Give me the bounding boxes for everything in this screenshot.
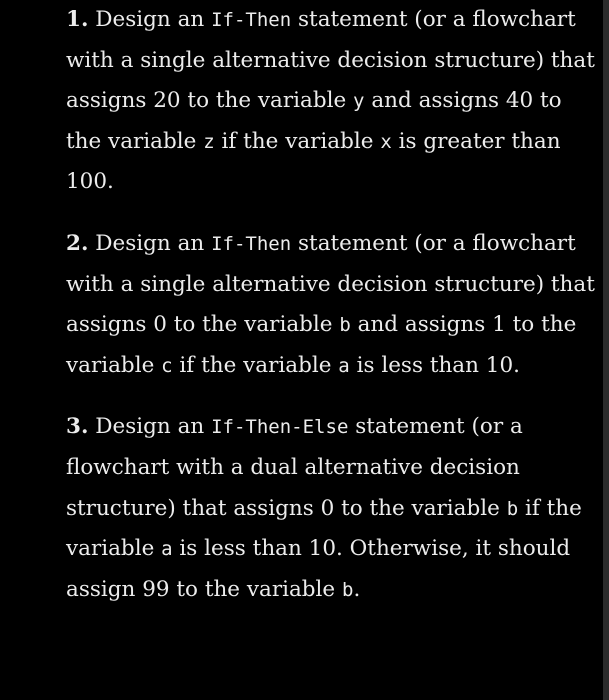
text-segment: Design an bbox=[88, 230, 212, 256]
text-segment: if the variable bbox=[172, 352, 339, 378]
text-segment: statement (or a flowchart with a dual alternative decision structure) that assigns 0 to the variable bbox=[66, 414, 523, 521]
question-number: 3. bbox=[66, 414, 89, 440]
code-variable: a bbox=[161, 538, 173, 561]
text-segment: statement (or a flowchart with a single alternative decision structure) that assigns 0 to the variable bbox=[66, 230, 595, 338]
code-variable: b bbox=[339, 314, 351, 337]
question-1 bbox=[66, 0, 596, 203]
text-segment: and assigns 1 to the variable bbox=[66, 312, 577, 378]
code-variable: y bbox=[353, 90, 365, 113]
question-3 bbox=[66, 407, 596, 610]
text-segment: is greater than 100. bbox=[66, 128, 561, 195]
code-variable: b bbox=[342, 578, 354, 601]
code-keyword: If-Then bbox=[211, 232, 292, 255]
text-segment: if the variable bbox=[214, 128, 381, 154]
question-number: 1. bbox=[66, 7, 89, 32]
question-list bbox=[66, 0, 596, 610]
text-segment: is less than 10. Otherwise, it should assign 99 to the variable bbox=[66, 536, 571, 602]
question-2 bbox=[66, 224, 596, 386]
code-variable: z bbox=[203, 130, 215, 153]
code-variable: x bbox=[380, 130, 392, 153]
code-variable: c bbox=[161, 354, 173, 377]
code-keyword: If-Then-Else bbox=[211, 416, 349, 439]
code-keyword: If-Then bbox=[211, 9, 292, 31]
text-segment: Design an bbox=[88, 414, 212, 440]
code-variable: a bbox=[338, 354, 350, 377]
code-variable: b bbox=[506, 497, 519, 520]
question-number: 2. bbox=[66, 230, 89, 256]
text-segment: and assigns 40 to the variable bbox=[66, 88, 562, 154]
text-segment: . bbox=[353, 576, 361, 602]
text-segment: is less than 10. bbox=[349, 352, 520, 378]
text-segment: statement (or a flowchart with a single alternative decision structure) that assigns 20 to the variable bbox=[66, 7, 595, 114]
scrollbar[interactable] bbox=[603, 0, 609, 700]
text-segment: if the variable bbox=[66, 495, 582, 562]
text-segment: Design an bbox=[88, 7, 212, 32]
